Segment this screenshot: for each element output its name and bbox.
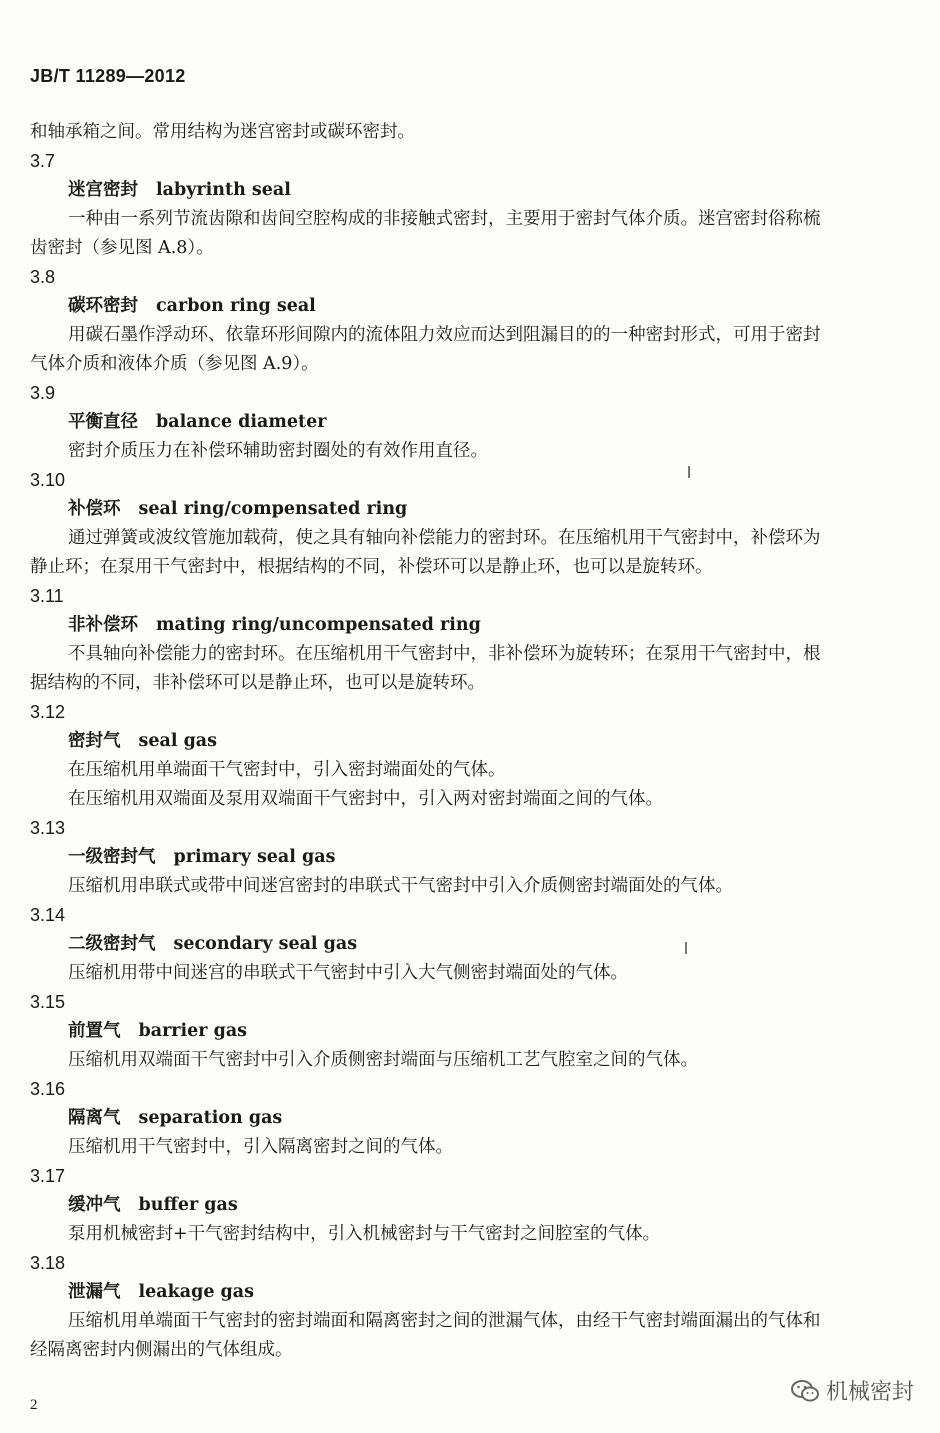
term-en: balance diameter [156, 412, 327, 432]
term-en: barrier gas [138, 1021, 248, 1041]
term-zh: 二级密封气 [68, 934, 156, 954]
definition-line: 压缩机用单端面干气密封的密封端面和隔离密封之间的泄漏气体，由经干气密封端面漏出的气体和 [68, 1311, 821, 1331]
term-heading [30, 843, 892, 872]
definition-line: 泵用机械密封+干气密封结构中，引入机械密封与干气密封之间腔室的气体。 [68, 1224, 661, 1244]
term-zh: 泄漏气 [68, 1282, 121, 1302]
scan-speck [685, 942, 687, 954]
section-number: 3.14 [30, 905, 66, 925]
term-heading [30, 495, 892, 524]
term-en: mating ring/uncompensated ring [156, 615, 481, 635]
section-number: 3.7 [30, 151, 56, 171]
section-number: 3.15 [30, 992, 66, 1012]
term-zh: 补偿环 [68, 499, 121, 519]
term-zh: 迷宫密封 [68, 180, 138, 200]
page-number: 2 [30, 1397, 38, 1413]
definition-line: 齿密封（参见图 A.8）。 [30, 238, 214, 258]
term-en: secondary seal gas [173, 934, 358, 954]
definition-line: 压缩机用带中间迷宫的串联式干气密封中引入大气侧密封端面处的气体。 [68, 963, 628, 983]
definition-line: 据结构的不同，非补偿环可以是静止环，也可以是旋转环。 [30, 673, 485, 693]
section-number: 3.11 [30, 586, 64, 606]
section-number: 3.13 [30, 818, 66, 838]
section-number: 3.17 [30, 1166, 66, 1186]
definition-line: 在压缩机用双端面及泵用双端面干气密封中，引入两对密封端面之间的气体。 [68, 789, 663, 809]
term-en: separation gas [138, 1108, 283, 1128]
definition-line: 用碳石墨作浮动环、依靠环形间隙内的流体阻力效应而达到阻漏目的的一种密封形式，可用于密封 [68, 325, 821, 345]
definition-line: 压缩机用双端面干气密封中引入介质侧密封端面与压缩机工艺气腔室之间的气体。 [68, 1050, 698, 1070]
term-zh: 非补偿环 [68, 615, 138, 635]
term-zh: 密封气 [68, 731, 121, 751]
scan-speck [688, 466, 690, 478]
section-number: 3.10 [30, 470, 66, 490]
term-en: buffer gas [138, 1195, 238, 1215]
term-heading [30, 408, 892, 437]
definition-line: 在压缩机用单端面干气密封中，引入密封端面处的气体。 [68, 760, 506, 780]
term-en: carbon ring seal [156, 296, 316, 316]
term-heading [30, 930, 892, 959]
watermark [790, 1375, 914, 1406]
term-zh: 一级密封气 [68, 847, 156, 867]
document-body [30, 118, 892, 1365]
term-heading [30, 292, 892, 321]
term-heading [30, 1278, 892, 1307]
term-heading [30, 1017, 892, 1046]
intro-line: 和轴承箱之间。常用结构为迷宫密封或碳环密封。 [30, 122, 415, 142]
definition-line: 静止环；在泵用干气密封中，根据结构的不同，补偿环可以是静止环，也可以是旋转环。 [30, 557, 713, 577]
definition-line: 气体介质和液体介质（参见图 A.9）。 [30, 354, 319, 374]
definition-line: 不具轴向补偿能力的密封环。在压缩机用干气密封中，非补偿环为旋转环；在泵用干气密封中，根 [68, 644, 821, 664]
term-heading [30, 727, 892, 756]
definition-line: 压缩机用干气密封中，引入隔离密封之间的气体。 [68, 1137, 453, 1157]
definition-line: 密封介质压力在补偿环辅助密封圈处的有效作用直径。 [68, 441, 488, 461]
term-heading [30, 611, 892, 640]
term-heading [30, 1104, 892, 1133]
definition-line: 一种由一系列节流齿隙和齿间空腔构成的非接触式密封，主要用于密封气体介质。迷宫密封俗称梳 [68, 209, 821, 229]
section-number: 3.18 [30, 1253, 66, 1273]
term-en: seal gas [138, 731, 217, 751]
section-number: 3.9 [30, 383, 56, 403]
wechat-icon [790, 1378, 820, 1404]
definition-line: 压缩机用串联式或带中间迷宫密封的串联式干气密封中引入介质侧密封端面处的气体。 [68, 876, 733, 896]
section-number: 3.12 [30, 702, 66, 722]
term-zh: 碳环密封 [68, 296, 138, 316]
definition-line: 通过弹簧或波纹管施加载荷，使之具有轴向补偿能力的密封环。在压缩机用干气密封中，补偿环为 [68, 528, 821, 548]
term-en: primary seal gas [173, 847, 336, 867]
document-code: JB/T 11289—2012 [30, 66, 186, 86]
section-number: 3.16 [30, 1079, 66, 1099]
term-heading [30, 1191, 892, 1220]
term-heading [30, 176, 892, 205]
term-zh: 前置气 [68, 1021, 121, 1041]
term-zh: 缓冲气 [68, 1195, 121, 1215]
term-zh: 平衡直径 [68, 412, 138, 432]
term-en: labyrinth seal [156, 180, 291, 200]
definition-line: 经隔离密封内侧漏出的气体组成。 [30, 1340, 293, 1360]
term-en: seal ring/compensated ring [138, 499, 408, 519]
watermark-text: 机械密封 [825, 1380, 914, 1405]
term-en: leakage gas [138, 1282, 254, 1302]
section-number: 3.8 [30, 267, 56, 287]
term-zh: 隔离气 [68, 1108, 121, 1128]
